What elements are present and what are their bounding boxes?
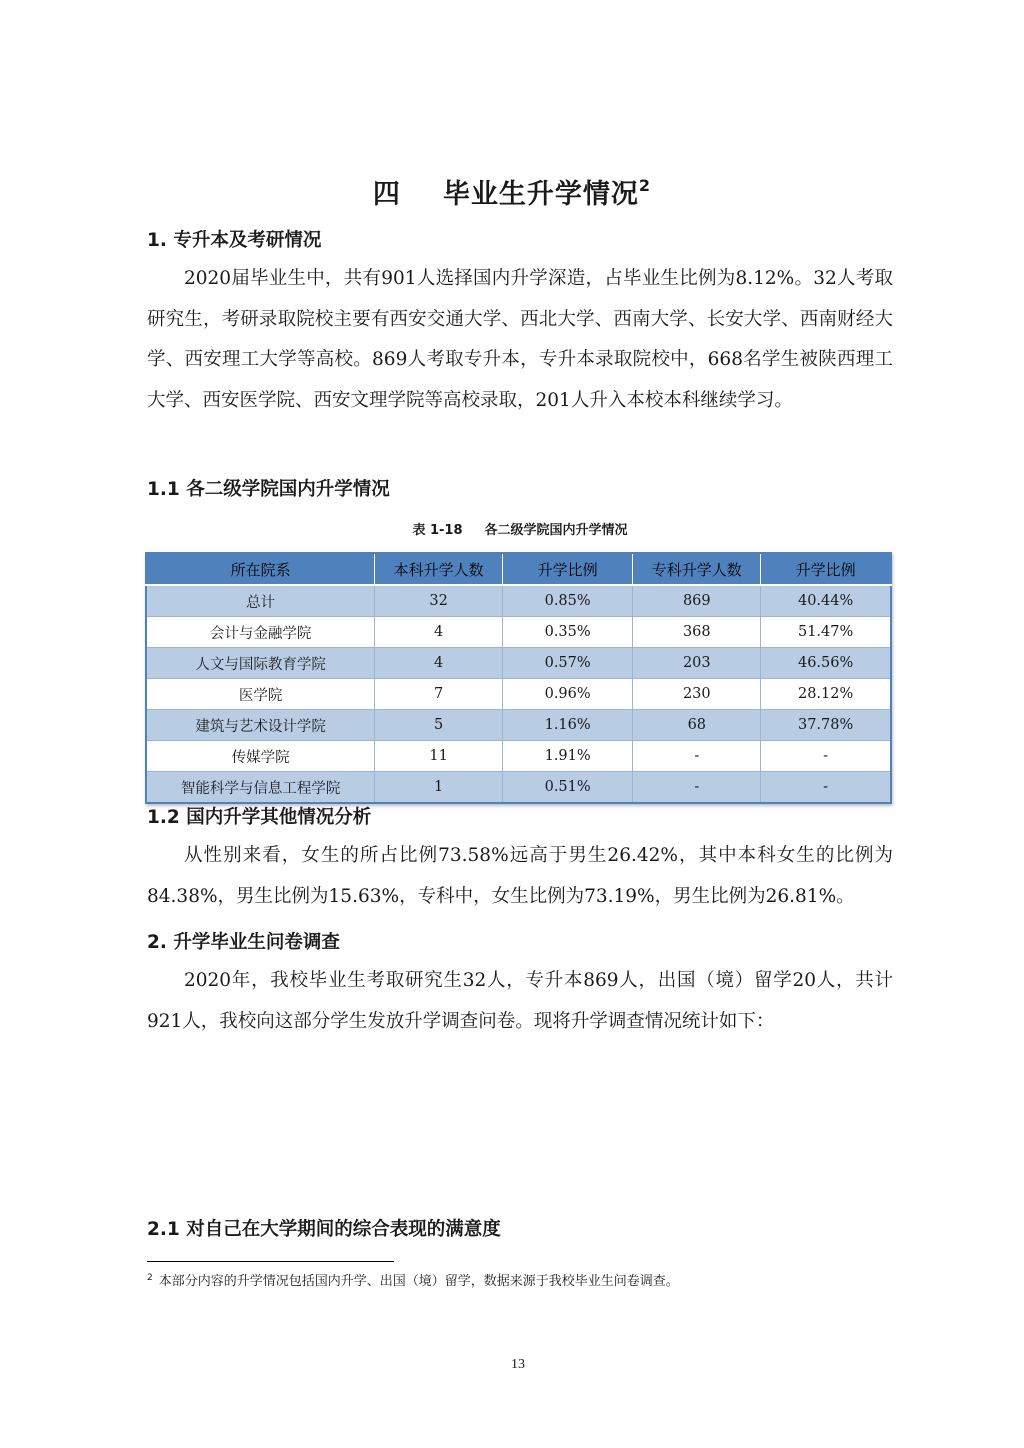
admissions-table [145, 552, 892, 804]
table-cell: 68 [633, 710, 761, 741]
table-cell: 0.96% [502, 679, 632, 710]
table-cell: 1.16% [502, 710, 632, 741]
table-cell: 0.57% [502, 648, 632, 679]
table-cell: 智能科学与信息工程学院 [146, 772, 375, 804]
section-2-paragraph: 2020年，我校毕业生考取研究生32人，专升本869人，出国（境）留学20人，共计921人，我校向这部分学生发放升学调查问卷。现将升学调查情况统计如下： [147, 970, 893, 1032]
table-cell: 0.85% [502, 585, 632, 617]
footnote-divider [147, 1261, 394, 1262]
table-cell: 7 [375, 679, 503, 710]
table-cell: 28.12% [761, 679, 891, 710]
table-row [146, 585, 891, 617]
table-cell: 368 [633, 617, 761, 648]
table-cell: 40.44% [761, 585, 891, 617]
footnote-reference[interactable]: 2 [638, 176, 652, 195]
header-department: 所在院系 [146, 553, 375, 585]
table-cell: 203 [633, 648, 761, 679]
table-row [146, 648, 891, 679]
table-row [146, 679, 891, 710]
table-cell: 0.51% [502, 772, 632, 804]
section-heading-1-2: 1.2 国内升学其他情况分析 [147, 807, 372, 828]
table-cell: 1.91% [502, 741, 632, 772]
table-row [146, 710, 891, 741]
table-cell: - [633, 741, 761, 772]
page-number: 13 [511, 1357, 525, 1372]
section-1-2-paragraph: 从性别来看，女生的所占比例73.58%远高于男生26.42%，其中本科女生的比例为84.38%，男生比例为15.63%，专科中，女生比例为73.19%，男生比例为26.81%。 [147, 845, 893, 907]
table-caption [0, 519, 1024, 538]
section-heading-2-1: 2.1 对自己在大学期间的综合表现的满意度 [147, 1219, 501, 1240]
table-caption-title: 各二级学院国内升学情况 [484, 523, 628, 538]
table-cell: 37.78% [761, 710, 891, 741]
table-cell: 11 [375, 741, 503, 772]
table-cell: 5 [375, 710, 503, 741]
table-cell: 4 [375, 648, 503, 679]
table-cell: 人文与国际教育学院 [146, 648, 375, 679]
table-cell: 1 [375, 772, 503, 804]
table-row [146, 741, 891, 772]
chapter-title [0, 172, 1024, 211]
section-heading-1: 1. 专升本及考研情况 [147, 230, 322, 251]
header-undergrad-rate: 升学比例 [502, 553, 632, 585]
table-cell: 230 [633, 679, 761, 710]
footnote [147, 1270, 679, 1289]
chapter-title-text: 毕业生升学情况 [442, 179, 639, 210]
section-heading-2: 2. 升学毕业生问卷调查 [147, 932, 340, 953]
table-cell: - [633, 772, 761, 804]
table-cell: 总计 [146, 585, 375, 617]
table-cell: 医学院 [146, 679, 375, 710]
table-header-row [146, 553, 891, 585]
table-row [146, 772, 891, 804]
table-cell: - [761, 772, 891, 804]
header-college-count: 专科升学人数 [633, 553, 761, 585]
table-cell: 869 [633, 585, 761, 617]
section-heading-1-1: 1.1 各二级学院国内升学情况 [147, 479, 390, 500]
header-college-rate: 升学比例 [761, 553, 891, 585]
chapter-number: 四 [372, 179, 401, 210]
table-cell: - [761, 741, 891, 772]
table-cell: 会计与金融学院 [146, 617, 375, 648]
table-cell: 0.35% [502, 617, 632, 648]
section-1-paragraph: 2020届毕业生中，共有901人选择国内升学深造，占毕业生比例为8.12%。32人考取研究生，考研录取院校主要有西安交通大学、西北大学、西南大学、长安大学、西南财经大学、西安理工大学等高校。869人考取专升本，专升本录取院校中，668名学生被陕西理工大学、西安医学院、西安文理学院等高校录取，201人升入本校本科继续学习。 [147, 268, 893, 411]
table-caption-number: 表 1-18 [412, 523, 463, 538]
table-row [146, 617, 891, 648]
table-cell: 32 [375, 585, 503, 617]
table-cell: 4 [375, 617, 503, 648]
table-cell: 建筑与艺术设计学院 [146, 710, 375, 741]
header-undergrad-count: 本科升学人数 [375, 553, 503, 585]
table-cell: 51.47% [761, 617, 891, 648]
footnote-mark: 2 [147, 1273, 153, 1283]
footnote-text: 本部分内容的升学情况包括国内升学、出国（境）留学，数据来源于我校毕业生问卷调查。 [158, 1274, 679, 1289]
table-cell: 46.56% [761, 648, 891, 679]
table-cell: 传媒学院 [146, 741, 375, 772]
